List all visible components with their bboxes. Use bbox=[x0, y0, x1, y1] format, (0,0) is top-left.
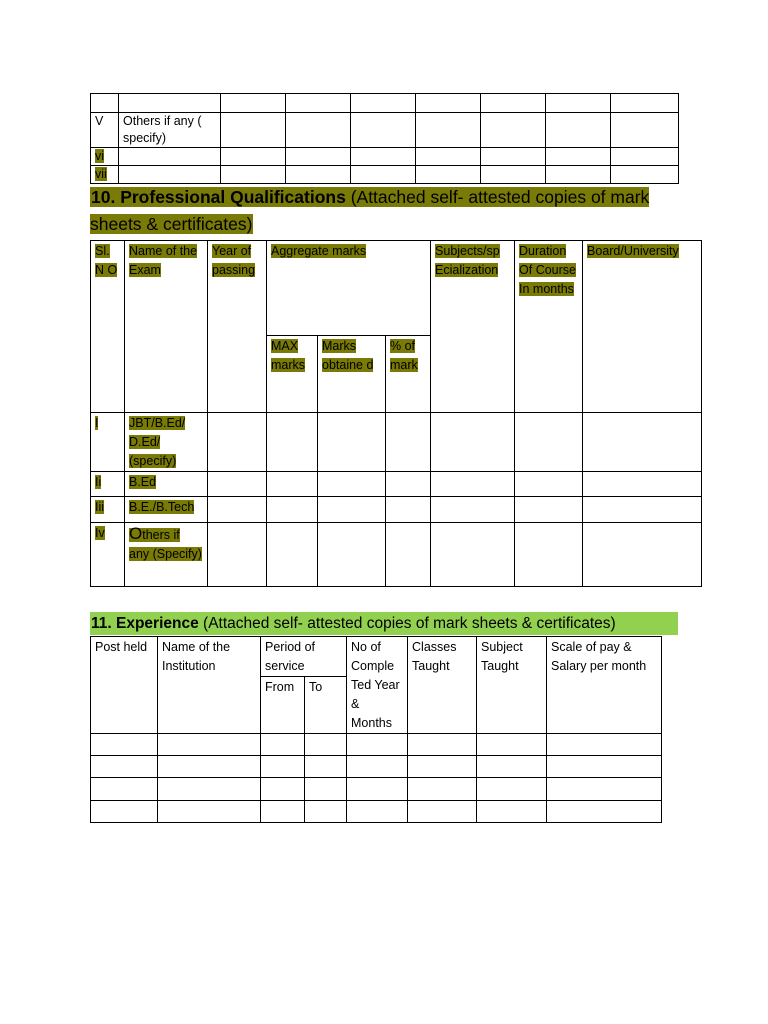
cell[interactable] bbox=[286, 166, 351, 184]
cell[interactable] bbox=[261, 778, 305, 801]
table-row bbox=[91, 497, 702, 523]
table-row bbox=[91, 801, 662, 823]
row-number: Iv bbox=[91, 523, 125, 587]
cell[interactable] bbox=[158, 756, 261, 778]
header-duration: Duration Of Course In months bbox=[515, 241, 583, 413]
row-label bbox=[119, 166, 221, 184]
cell[interactable] bbox=[386, 523, 431, 587]
cell[interactable] bbox=[547, 801, 662, 823]
cell[interactable] bbox=[611, 166, 679, 184]
cell[interactable] bbox=[431, 497, 515, 523]
row-label bbox=[119, 148, 221, 166]
header-board: Board/University bbox=[583, 241, 702, 413]
header-institution: Name of the Institution bbox=[158, 637, 261, 734]
cell[interactable] bbox=[408, 756, 477, 778]
row-number: Iii bbox=[91, 497, 125, 523]
table-row bbox=[91, 778, 662, 801]
cell[interactable] bbox=[318, 472, 386, 497]
table-row bbox=[91, 148, 679, 166]
header-aggregate: Aggregate marks bbox=[267, 241, 431, 336]
cell[interactable] bbox=[408, 734, 477, 756]
cell[interactable] bbox=[208, 413, 267, 472]
cell[interactable] bbox=[261, 734, 305, 756]
cell[interactable] bbox=[347, 734, 408, 756]
cell[interactable] bbox=[91, 778, 158, 801]
cell[interactable] bbox=[477, 801, 547, 823]
cell[interactable] bbox=[305, 801, 347, 823]
cell[interactable] bbox=[305, 778, 347, 801]
cell[interactable] bbox=[261, 801, 305, 823]
header-to: To bbox=[305, 677, 347, 734]
cell[interactable] bbox=[408, 778, 477, 801]
table-row bbox=[91, 523, 702, 587]
cell[interactable] bbox=[91, 756, 158, 778]
row-exam: Others if any (Specify) bbox=[125, 523, 208, 587]
table-row bbox=[91, 166, 679, 184]
cell[interactable] bbox=[547, 734, 662, 756]
professional-qualifications-table bbox=[90, 240, 702, 587]
cell[interactable] bbox=[416, 113, 481, 148]
cell[interactable] bbox=[481, 166, 546, 184]
row-label: Others if any ( specify) bbox=[119, 113, 221, 148]
cell[interactable] bbox=[515, 497, 583, 523]
cell[interactable] bbox=[386, 497, 431, 523]
cell[interactable] bbox=[547, 756, 662, 778]
cell[interactable] bbox=[261, 756, 305, 778]
cell[interactable] bbox=[386, 472, 431, 497]
cell[interactable] bbox=[546, 94, 611, 113]
cell[interactable] bbox=[416, 166, 481, 184]
row-number: vi bbox=[91, 148, 119, 166]
header-percent: % of mark bbox=[386, 336, 431, 413]
row-label bbox=[119, 94, 221, 113]
cell[interactable] bbox=[515, 523, 583, 587]
header-period: Period of service bbox=[261, 637, 347, 677]
cell[interactable] bbox=[221, 148, 286, 166]
header-scale: Scale of pay & Salary per month bbox=[547, 637, 662, 734]
header-completed: No of Comple Ted Year & Months bbox=[347, 637, 408, 734]
cell[interactable] bbox=[611, 148, 679, 166]
table-row bbox=[91, 734, 662, 756]
row-number: vii bbox=[91, 166, 119, 184]
cell[interactable] bbox=[286, 148, 351, 166]
cell[interactable] bbox=[347, 756, 408, 778]
row-number: Ii bbox=[91, 472, 125, 497]
cell[interactable] bbox=[158, 734, 261, 756]
cell[interactable] bbox=[546, 113, 611, 148]
cell[interactable] bbox=[267, 413, 318, 472]
cell[interactable] bbox=[583, 497, 702, 523]
header-row bbox=[91, 241, 702, 336]
header-from: From bbox=[261, 677, 305, 734]
cell[interactable] bbox=[318, 497, 386, 523]
header-max-marks: MAX marks bbox=[267, 336, 318, 413]
section-10-title: 10. Professional Qualifications bbox=[91, 187, 346, 207]
section-11-title: 11. Experience bbox=[91, 615, 199, 632]
cell[interactable] bbox=[208, 472, 267, 497]
cell[interactable] bbox=[547, 778, 662, 801]
header-post-held: Post held bbox=[91, 637, 158, 734]
cell[interactable] bbox=[351, 166, 416, 184]
cell[interactable] bbox=[221, 94, 286, 113]
row-exam: B.Ed bbox=[125, 472, 208, 497]
cell[interactable] bbox=[158, 801, 261, 823]
cell[interactable] bbox=[347, 801, 408, 823]
table-row bbox=[91, 756, 662, 778]
cell[interactable] bbox=[386, 413, 431, 472]
cell[interactable] bbox=[318, 523, 386, 587]
cell[interactable] bbox=[91, 801, 158, 823]
cell[interactable] bbox=[208, 523, 267, 587]
section-11-note: (Attached self- attested copies of mark sheets & certificates) bbox=[203, 615, 616, 632]
cell[interactable] bbox=[583, 523, 702, 587]
cell[interactable] bbox=[546, 166, 611, 184]
cell[interactable] bbox=[318, 413, 386, 472]
cell[interactable] bbox=[431, 472, 515, 497]
table-row bbox=[91, 113, 679, 148]
header-sno: Sl. N O bbox=[91, 241, 125, 413]
cell[interactable] bbox=[91, 734, 158, 756]
table-row bbox=[91, 472, 702, 497]
cell[interactable] bbox=[221, 113, 286, 148]
cell[interactable] bbox=[286, 113, 351, 148]
section-10-heading bbox=[90, 184, 690, 238]
cell[interactable] bbox=[351, 148, 416, 166]
cell[interactable] bbox=[267, 472, 318, 497]
experience-table bbox=[90, 636, 662, 823]
cell[interactable] bbox=[515, 472, 583, 497]
cell[interactable] bbox=[347, 778, 408, 801]
cell[interactable] bbox=[481, 94, 546, 113]
cell[interactable] bbox=[431, 523, 515, 587]
cell[interactable] bbox=[305, 756, 347, 778]
cell[interactable] bbox=[583, 413, 702, 472]
cell[interactable] bbox=[267, 523, 318, 587]
header-exam: Name of the Exam bbox=[125, 241, 208, 413]
header-subject: Subject Taught bbox=[477, 637, 547, 734]
header-subjects: Subjects/sp Ecialization bbox=[431, 241, 515, 413]
table-row bbox=[91, 94, 679, 113]
row-exam: B.E./B.Tech bbox=[125, 497, 208, 523]
cell[interactable] bbox=[305, 734, 347, 756]
cell[interactable] bbox=[477, 756, 547, 778]
header-row bbox=[91, 637, 662, 677]
header-marks-obtained: Marks obtaine d bbox=[318, 336, 386, 413]
row-number: I bbox=[91, 413, 125, 472]
cell[interactable] bbox=[477, 734, 547, 756]
cell[interactable] bbox=[611, 113, 679, 148]
row-number bbox=[91, 94, 119, 113]
cell[interactable] bbox=[583, 472, 702, 497]
cell[interactable] bbox=[611, 94, 679, 113]
cell[interactable] bbox=[158, 778, 261, 801]
row-number: V bbox=[91, 113, 119, 148]
cell[interactable] bbox=[351, 94, 416, 113]
cell[interactable] bbox=[351, 113, 416, 148]
header-classes: Classes Taught bbox=[408, 637, 477, 734]
cell[interactable] bbox=[408, 801, 477, 823]
cell[interactable] bbox=[416, 148, 481, 166]
cell[interactable] bbox=[515, 413, 583, 472]
header-year: Year of passing bbox=[208, 241, 267, 413]
cell[interactable] bbox=[546, 148, 611, 166]
cell[interactable] bbox=[416, 94, 481, 113]
section-10-note: (Attached self- attested copies of mark sheets & certificates) bbox=[90, 187, 650, 234]
previous-qualifications-table bbox=[90, 93, 679, 184]
cell[interactable] bbox=[286, 94, 351, 113]
cell[interactable] bbox=[481, 113, 546, 148]
cell[interactable] bbox=[221, 166, 286, 184]
row-exam: JBT/B.Ed/ D.Ed/ (specify) bbox=[125, 413, 208, 472]
cell[interactable] bbox=[481, 148, 546, 166]
cell[interactable] bbox=[267, 497, 318, 523]
table-row bbox=[91, 413, 702, 472]
cell[interactable] bbox=[477, 778, 547, 801]
section-11-heading bbox=[90, 612, 678, 635]
cell[interactable] bbox=[431, 413, 515, 472]
cell[interactable] bbox=[208, 497, 267, 523]
